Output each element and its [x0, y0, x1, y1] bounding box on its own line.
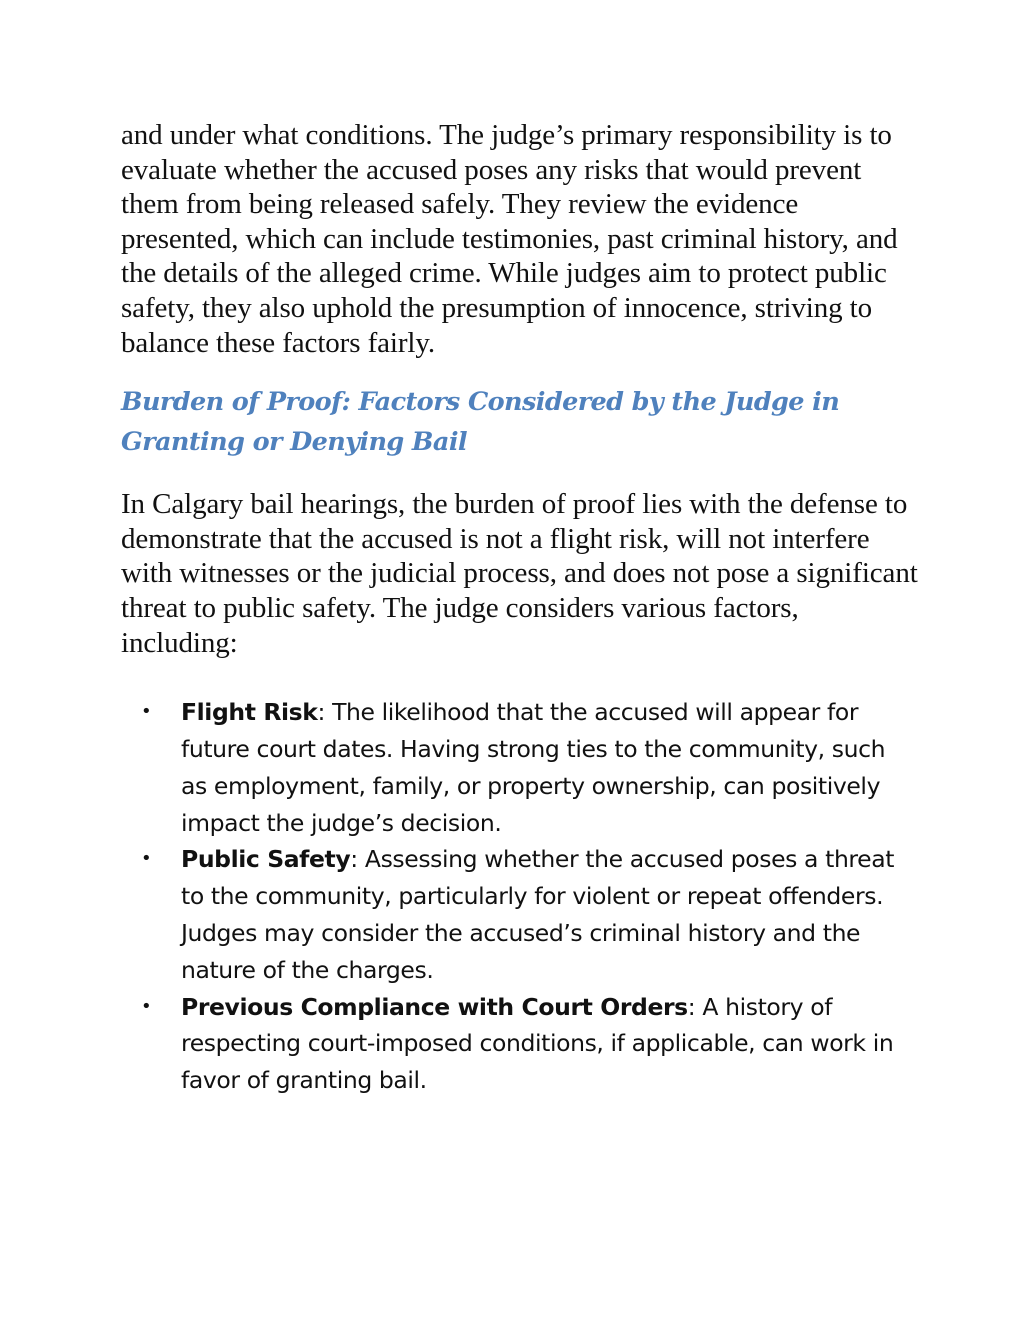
factor-separator: :: [317, 698, 326, 727]
bullet-icon: •: [141, 995, 152, 1017]
list-item-public-safety: [121, 841, 901, 988]
intro-paragraph: and under what conditions. The judge’s primary responsibility is to evaluate whether the accused poses any risks that would prevent them from being released safely. They review the evidence presented, which can include testimonies, past criminal history, and the details of the alleged crime. While judges aim to protect public safety, they also uphold the presumption of innocence, striving to balance these factors fairly.: [121, 119, 898, 359]
factor-term: Previous Compliance with Court Orders: [181, 992, 688, 1021]
factor-separator: :: [350, 845, 358, 874]
section-paragraph: In Calgary bail hearings, the burden of proof lies with the defense to demonstrate that the accused is not a flight risk, will not interfere with witnesses or the judicial process, and does not pose a significant threat to public safety. The judge considers various factors, including:: [121, 488, 918, 659]
bullet-icon: •: [141, 848, 152, 870]
list-item-previous-compliance: [121, 989, 901, 1099]
factor-description: Assessing whether the accused poses a threat to the community, particularly for violent or repeat offenders. Judges may consider the accused’s criminal history and the nature of the charges.: [181, 845, 895, 984]
bullet-icon: •: [141, 701, 152, 723]
factor-description: The likelihood that the accused will appear for future court dates. Having strong ties to the community, such as employment, family, or property ownership, can positively impact the judge’s decision.: [181, 698, 886, 837]
factor-term: Flight Risk: [181, 698, 318, 727]
list-item-flight-risk: [121, 694, 901, 841]
factor-description: A history of respecting court-imposed conditions, if applicable, can work in favor of granting bail.: [181, 992, 894, 1095]
factors-list: [121, 694, 921, 1099]
document-page: [121, 118, 921, 1099]
section-heading: Burden of Proof: Factors Considered by the Judge in Granting or Denying Bail: [121, 387, 840, 458]
factor-term: Public Safety: [181, 845, 351, 874]
factor-separator: :: [687, 992, 696, 1021]
